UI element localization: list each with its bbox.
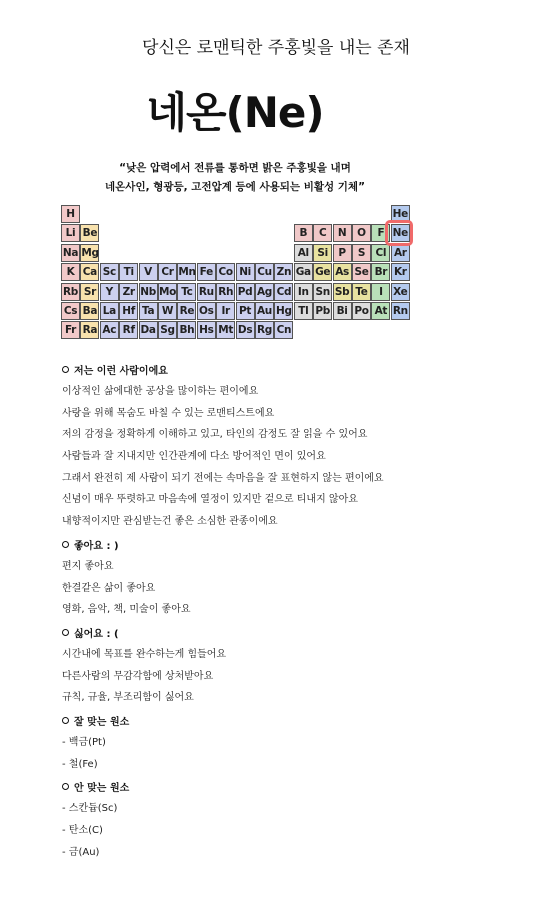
element-at: At — [371, 302, 390, 320]
element-bi: Bi — [333, 302, 352, 320]
element-y: Y — [100, 283, 119, 301]
list-item: - 철(Fe) — [62, 758, 98, 770]
element-pd: Pd — [236, 283, 255, 301]
element-mn: Mn — [177, 263, 196, 281]
element-ir: Ir — [216, 302, 235, 320]
quote-line-1: “낮은 압력에서 전류를 통하면 밝은 주홍빛을 내며 — [119, 162, 351, 174]
list-item: 규칙, 규율, 부조리함이 싫어요 — [62, 692, 194, 704]
element-bh: Bh — [177, 321, 196, 339]
element-hg: Hg — [274, 302, 293, 320]
element-be: Be — [80, 224, 99, 242]
profile-content — [62, 365, 532, 867]
list-item: - 백금(Pt) — [62, 736, 106, 748]
element-n: N — [333, 224, 352, 242]
element-mt: Mt — [216, 321, 235, 339]
element-ni: Ni — [236, 263, 255, 281]
element-cr: Cr — [158, 263, 177, 281]
element-xe: Xe — [391, 283, 410, 301]
element-tl: Tl — [294, 302, 313, 320]
list-item: 그래서 완전히 제 사람이 되기 전에는 속마음을 잘 표현하지 않는 편이에요 — [62, 472, 384, 484]
element-mg: Mg — [80, 244, 99, 262]
element-ac: Ac — [100, 321, 119, 339]
element-sb: Sb — [333, 283, 352, 301]
list-item: 편지 좋아요 — [62, 560, 114, 572]
element-c: C — [313, 224, 332, 242]
circle-bullet-icon — [62, 783, 69, 790]
subtitle: 당신은 로맨틱한 주홍빛을 내는 존재 — [142, 38, 410, 58]
section-heading: 저는 이런 사람이에요 — [62, 365, 532, 379]
list-item: - 탄소(C) — [62, 825, 103, 836]
element-co: Co — [216, 263, 235, 281]
periodic-table — [61, 205, 411, 341]
element-ds: Ds — [236, 321, 255, 339]
section-heading: 잘 맞는 원소 — [62, 716, 532, 730]
element-ga: Ga — [294, 263, 313, 281]
element-da: Da — [139, 321, 158, 339]
list-item: 내향적이지만 관심받는건 좋은 소심한 관종이에요 — [62, 516, 278, 528]
element-rb: Rb — [61, 283, 80, 301]
element-as: As — [333, 263, 352, 281]
element-rf: Rf — [119, 321, 138, 339]
quote-line-2: 네온사인, 형광등, 고전압계 등에 사용되는 비활성 기체” — [105, 181, 365, 193]
element-kr: Kr — [391, 263, 410, 281]
element-in: In — [294, 283, 313, 301]
list-item: 신념이 매우 뚜렷하고 마음속에 열정이 있지만 겉으로 티내지 않아요 — [62, 494, 358, 506]
element-hs: Hs — [197, 321, 216, 339]
element-p: P — [333, 244, 352, 262]
element-w: W — [158, 302, 177, 320]
element-rn: Rn — [391, 302, 410, 320]
list-item: 영화, 음악, 책, 미술이 좋아요 — [62, 604, 191, 616]
element-po: Po — [352, 302, 371, 320]
element-br: Br — [371, 263, 390, 281]
element-rg: Rg — [255, 321, 274, 339]
element-ca: Ca — [80, 263, 99, 281]
element-ne: Ne — [391, 224, 410, 242]
element-re: Re — [177, 302, 196, 320]
section-heading: 안 맞는 원소 — [62, 782, 532, 796]
element-cn: Cn — [274, 321, 293, 339]
element-f: F — [371, 224, 390, 242]
list-item: - 스칸듐(Sc) — [62, 803, 118, 815]
element-sn: Sn — [313, 283, 332, 301]
element-la: La — [100, 302, 119, 320]
section-about — [62, 365, 532, 529]
element-zr: Zr — [119, 283, 138, 301]
element-ge: Ge — [313, 263, 332, 281]
element-v: V — [139, 263, 158, 281]
element-sr: Sr — [80, 283, 99, 301]
section-match — [62, 716, 532, 772]
element-os: Os — [197, 302, 216, 320]
element-pb: Pb — [313, 302, 332, 320]
element-ta: Ta — [139, 302, 158, 320]
element-al: Al — [294, 244, 313, 262]
element-te: Te — [352, 283, 371, 301]
element-ti: Ti — [119, 263, 138, 281]
list-item: 사랑을 위해 목숨도 바칠 수 있는 로맨티스트에요 — [62, 407, 275, 419]
element-si: Si — [313, 244, 332, 262]
element-pt: Pt — [236, 302, 255, 320]
section-dislikes — [62, 628, 532, 705]
element-sc: Sc — [100, 263, 119, 281]
element-b: B — [294, 224, 313, 242]
element-ba: Ba — [80, 302, 99, 320]
list-item: 이상적인 삶에대한 공상을 많이하는 편이에요 — [62, 386, 259, 397]
list-item: 다른사람의 무감각함에 상처받아요 — [62, 670, 214, 682]
element-s: S — [352, 244, 371, 262]
page-title: 네온(Ne) — [146, 88, 324, 137]
element-mo: Mo — [158, 283, 177, 301]
element-o: O — [352, 224, 371, 242]
element-na: Na — [61, 244, 80, 262]
list-item: 한결같은 삶이 좋아요 — [62, 582, 156, 594]
element-tc: Tc — [177, 283, 196, 301]
element-ag: Ag — [255, 283, 274, 301]
list-item: 사람들과 잘 지내지만 인간관계에 다소 방어적인 면이 있어요 — [62, 451, 326, 463]
element-ar: Ar — [391, 244, 410, 262]
element-fe: Fe — [197, 263, 216, 281]
element-se: Se — [352, 263, 371, 281]
element-cs: Cs — [61, 302, 80, 320]
element-cu: Cu — [255, 263, 274, 281]
element-nb: Nb — [139, 283, 158, 301]
list-item: 저의 감정을 정확하게 이해하고 있고, 타인의 감정도 잘 읽을 수 있어요 — [62, 429, 368, 441]
element-hf: Hf — [119, 302, 138, 320]
element-k: K — [61, 263, 80, 281]
element-h: H — [61, 205, 80, 223]
circle-bullet-icon — [62, 717, 69, 724]
section-likes — [62, 540, 532, 617]
element-cd: Cd — [274, 283, 293, 301]
element-cl: Cl — [371, 244, 390, 262]
circle-bullet-icon — [62, 629, 69, 636]
section-heading: 좋아요 : ) — [62, 540, 532, 554]
element-li: Li — [61, 224, 80, 242]
section-heading: 싫어요 : ( — [62, 628, 532, 642]
element-zn: Zn — [274, 263, 293, 281]
list-item: - 금(Au) — [62, 846, 100, 858]
section-mismatch — [62, 782, 532, 859]
circle-bullet-icon — [62, 366, 69, 373]
list-item: 시간내에 목표를 완수하는게 힘들어요 — [62, 648, 227, 660]
element-ru: Ru — [197, 283, 216, 301]
element-au: Au — [255, 302, 274, 320]
element-fr: Fr — [61, 321, 80, 339]
element-sg: Sg — [158, 321, 177, 339]
element-he: He — [391, 205, 410, 223]
circle-bullet-icon — [62, 541, 69, 548]
element-i: I — [371, 283, 390, 301]
element-ra: Ra — [80, 321, 99, 339]
element-rh: Rh — [216, 283, 235, 301]
